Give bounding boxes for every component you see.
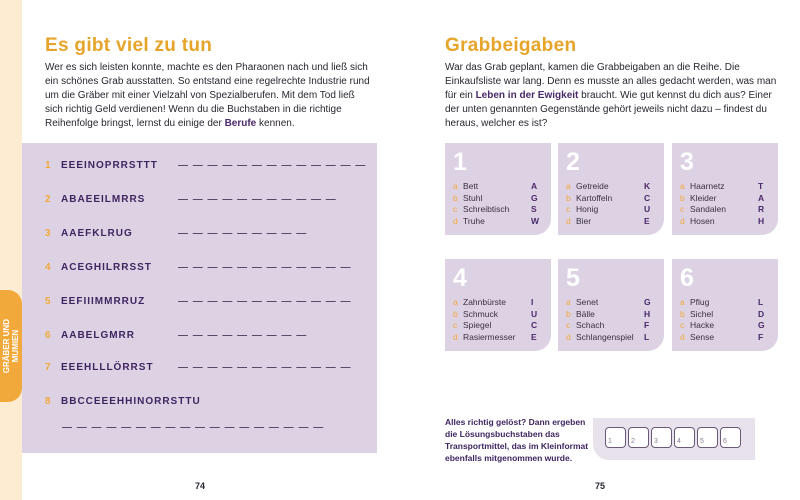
- solution-note: Alles richtig gelöst? Dann ergeben die Lösungsbuchstaben das Transportmittel, das im Kleinformat ebenfalls mitgenommen wurde.: [445, 417, 589, 463]
- option-code: T: [758, 181, 764, 191]
- anagram-row: [45, 262, 152, 273]
- option-letter: d: [680, 215, 685, 226]
- option-letter: d: [453, 331, 458, 342]
- option-code: F: [758, 331, 764, 342]
- quiz-card: [672, 143, 778, 235]
- quiz-option[interactable]: [680, 320, 770, 332]
- option-text: Sandalen: [690, 204, 726, 214]
- option-text: Bier: [576, 215, 592, 226]
- quiz-card: [672, 259, 778, 351]
- option-code: C: [644, 192, 651, 203]
- solution-box[interactable]: 6: [720, 427, 741, 448]
- option-letter: a: [566, 297, 571, 307]
- option-text: Hacke: [690, 320, 715, 330]
- option-letter: c: [566, 204, 571, 214]
- option-code: U: [531, 308, 538, 319]
- anagram-number: 8: [45, 396, 52, 407]
- option-text: Bälle: [576, 308, 595, 319]
- option-text: Zahnbürste: [463, 297, 506, 307]
- right-intro: War das Grab geplant, kamen die Grabbeigaben an die Reihe. Die Einkaufsliste war lang. Denn es musste an alles gedacht werden, was man für ein Leben in der Ewigkeit braucht. Wie gut kennst du dich aus? Einer der unten genannten Gegenstände gehört jeweils nicht dazu – findest du heraus, welcher es ist?: [445, 62, 777, 129]
- option-text: Spiegel: [463, 320, 492, 330]
- option-code: L: [644, 331, 650, 342]
- quiz-option[interactable]: [566, 297, 656, 309]
- option-code: H: [644, 308, 651, 319]
- option-code: S: [531, 204, 537, 214]
- option-text: Sichel: [690, 308, 714, 319]
- anagram-number: 5: [45, 296, 52, 307]
- quiz-option[interactable]: [566, 193, 656, 205]
- option-letter: b: [453, 192, 458, 203]
- option-letter: a: [453, 297, 458, 307]
- right-title: Grabbeigaben: [445, 35, 577, 56]
- anagram-number: 1: [45, 160, 52, 171]
- option-code: D: [758, 308, 765, 319]
- option-code: L: [758, 297, 764, 307]
- option-letter: d: [453, 215, 458, 226]
- chapter-tab: [0, 290, 22, 402]
- left-title: Es gibt viel zu tun: [45, 35, 213, 56]
- quiz-option[interactable]: [453, 204, 543, 216]
- option-letter: c: [453, 320, 458, 330]
- option-text: Schmuck: [463, 308, 498, 319]
- quiz-option[interactable]: [453, 332, 543, 344]
- option-code: A: [758, 192, 765, 203]
- quiz-option[interactable]: [680, 297, 770, 309]
- anagram-row: [45, 296, 145, 307]
- quiz-option[interactable]: [453, 297, 543, 309]
- anagram-row: [45, 396, 201, 407]
- card-number: 3: [680, 148, 694, 176]
- answer-blanks[interactable]: — — — — — — — — — — — —: [178, 262, 352, 273]
- option-letter: d: [566, 331, 571, 342]
- option-letter: b: [566, 308, 571, 319]
- option-letter: b: [680, 192, 685, 203]
- quiz-option[interactable]: [680, 204, 770, 216]
- solution-box[interactable]: 4: [674, 427, 695, 448]
- quiz-card: [445, 143, 551, 235]
- option-letter: c: [680, 204, 685, 214]
- option-text: Sense: [690, 331, 715, 342]
- card-number: 4: [453, 264, 467, 292]
- quiz-option[interactable]: [566, 320, 656, 332]
- anagram-letters: AAEFKLRUG: [61, 228, 133, 239]
- page-number-right: 75: [595, 481, 606, 491]
- quiz-option[interactable]: [566, 332, 656, 344]
- card-number: 5: [566, 264, 580, 292]
- option-letter: a: [566, 181, 571, 191]
- quiz-option[interactable]: [680, 332, 770, 344]
- anagram-letters: ACEGHILRRSST: [61, 262, 152, 273]
- quiz-option[interactable]: [566, 204, 656, 216]
- quiz-card: [445, 259, 551, 351]
- option-text: Haarnetz: [690, 181, 725, 191]
- option-text: Schach: [576, 320, 605, 330]
- solution-box[interactable]: 3: [651, 427, 672, 448]
- answer-blanks[interactable]: — — — — — — — — —: [178, 330, 308, 341]
- anagram-row: [45, 330, 135, 341]
- answer-blanks[interactable]: — — — — — — — — — — —: [178, 194, 337, 205]
- answer-blanks[interactable]: — — — — — — — — — — — — — — — — — —: [62, 422, 325, 433]
- option-code: I: [531, 297, 534, 307]
- option-letter: c: [680, 320, 685, 330]
- option-code: U: [644, 204, 651, 214]
- anagram-number: 4: [45, 262, 52, 273]
- option-letter: c: [566, 320, 571, 330]
- quiz-card: [558, 259, 664, 351]
- card-number: 1: [453, 148, 467, 176]
- option-text: Senet: [576, 297, 599, 307]
- option-letter: a: [680, 297, 685, 307]
- quiz-option[interactable]: [680, 181, 770, 193]
- anagram-letters: ABAEEILMRRS: [61, 194, 146, 205]
- card-number: 6: [680, 264, 694, 292]
- option-code: R: [758, 204, 765, 214]
- option-text: Getreide: [576, 181, 609, 191]
- left-intro: Wer es sich leisten konnte, machte es den Pharaonen nach und ließ sich ein schönes Grab ausstatten. So entstand eine regelrechte Industrie rund um die Gräber mit einer Vielzahl von Spezialberufen. Mit dem Tod ließ sich richtig Geld verdienen! Wenn du die Buchstaben in die richtige Reihenfolge bringst, lernst du einige der Berufe kennen.: [45, 62, 370, 129]
- option-text: Truhe: [463, 215, 485, 226]
- side-strip: [0, 0, 22, 500]
- quiz-option[interactable]: [453, 216, 543, 228]
- anagram-letters: EEFIIIMMRRUZ: [61, 296, 146, 307]
- option-letter: d: [680, 331, 685, 342]
- quiz-card: [558, 143, 664, 235]
- option-letter: a: [453, 181, 458, 191]
- option-code: C: [531, 320, 538, 330]
- option-code: K: [644, 181, 651, 191]
- anagram-letters: EEEINOPRRSTTT: [61, 160, 158, 171]
- option-code: G: [644, 297, 651, 307]
- quiz-option[interactable]: [453, 320, 543, 332]
- answer-blanks[interactable]: — — — — — — — — — — — —: [178, 362, 352, 373]
- option-code: E: [644, 215, 650, 226]
- option-text: Honig: [576, 204, 599, 214]
- anagram-letters: BBCCEEEHHINORRSTTU: [61, 396, 201, 407]
- option-letter: b: [453, 308, 458, 319]
- anagram-number: 3: [45, 228, 52, 239]
- anagram-row: [45, 194, 145, 205]
- option-letter: b: [680, 308, 685, 319]
- option-code: A: [531, 181, 538, 191]
- option-code: E: [531, 331, 537, 342]
- anagram-letters: AABELGMRR: [61, 330, 135, 341]
- option-text: Schreibtisch: [463, 204, 510, 214]
- anagram-number: 7: [45, 362, 52, 373]
- quiz-option[interactable]: [453, 309, 543, 321]
- quiz-option[interactable]: [680, 309, 770, 321]
- answer-blanks[interactable]: — — — — — — — — — — — —: [178, 296, 352, 307]
- page-number-left: 74: [195, 481, 206, 491]
- anagram-number: 6: [45, 330, 52, 341]
- anagram-row: [45, 228, 133, 239]
- option-text: Stuhl: [463, 192, 483, 203]
- answer-blanks[interactable]: — — — — — — — — — — — — —: [178, 160, 367, 171]
- quiz-option[interactable]: [680, 216, 770, 228]
- solution-box[interactable]: 1: [605, 427, 626, 448]
- card-number: 2: [566, 148, 580, 176]
- option-code: G: [531, 192, 538, 203]
- anagram-number: 2: [45, 194, 52, 205]
- answer-blanks[interactable]: — — — — — — — — —: [178, 228, 308, 239]
- option-letter: c: [453, 204, 458, 214]
- quiz-option[interactable]: [453, 181, 543, 193]
- quiz-option[interactable]: [680, 193, 770, 205]
- option-text: Schlangenspiel: [576, 331, 634, 342]
- anagram-row: [45, 362, 154, 373]
- quiz-option[interactable]: [566, 216, 656, 228]
- quiz-option[interactable]: [453, 193, 543, 205]
- option-text: Hosen: [690, 215, 715, 226]
- chapter-tab-label: GRÄBER UND MUMIEN: [2, 318, 20, 374]
- anagram-row: [45, 160, 158, 171]
- option-letter: a: [680, 181, 685, 191]
- option-code: G: [758, 320, 765, 330]
- anagram-letters: EEEHLLLÖRRST: [61, 362, 154, 373]
- option-text: Pflug: [690, 297, 710, 307]
- option-code: W: [531, 215, 540, 226]
- option-code: F: [644, 320, 650, 330]
- option-text: Kartoffeln: [576, 192, 613, 203]
- option-text: Rasiermesser: [463, 331, 516, 342]
- option-text: Kleider: [690, 192, 717, 203]
- option-code: H: [758, 215, 765, 226]
- option-text: Bett: [463, 181, 479, 191]
- solution-box[interactable]: 5: [697, 427, 718, 448]
- solution-box[interactable]: 2: [628, 427, 649, 448]
- quiz-option[interactable]: [566, 181, 656, 193]
- quiz-option[interactable]: [566, 309, 656, 321]
- option-letter: b: [566, 192, 571, 203]
- option-letter: d: [566, 215, 571, 226]
- solution-area: [593, 418, 755, 460]
